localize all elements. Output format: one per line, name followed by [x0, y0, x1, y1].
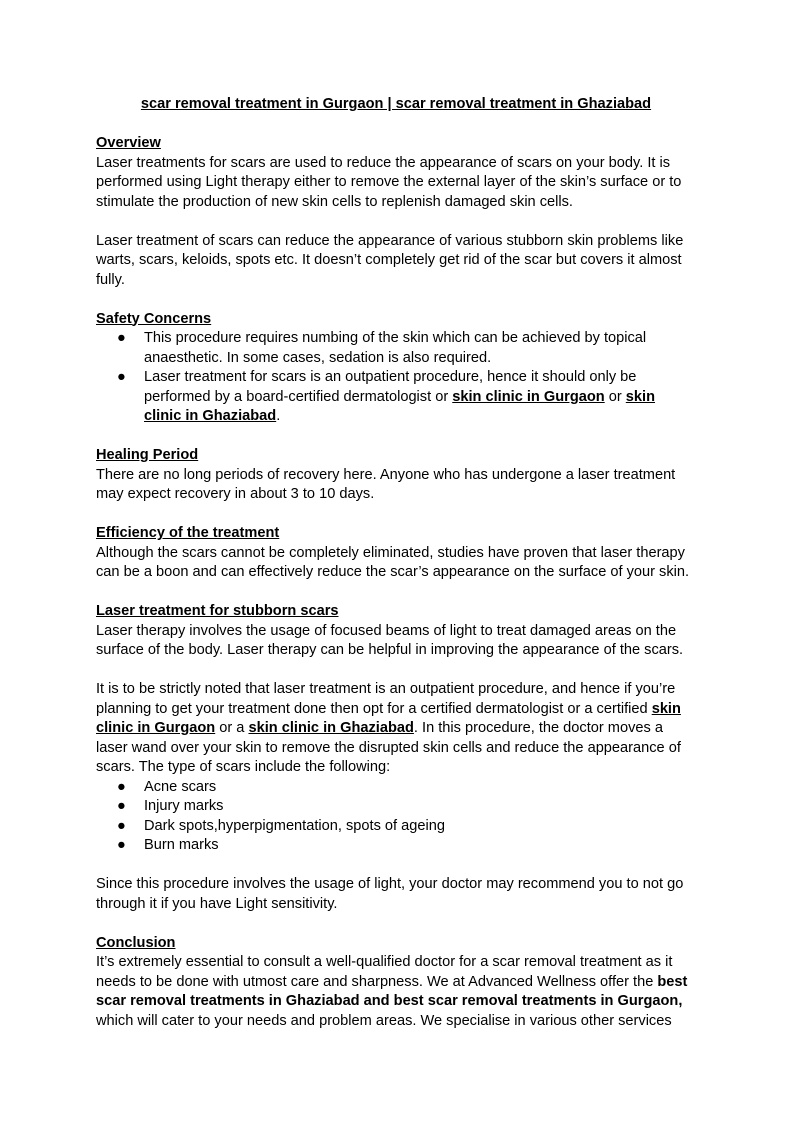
list-item — [96, 778, 696, 798]
safety-item-1-text: This procedure requires numbing of the skin which can be achieved by topical anaesthetic. In some cases, sedation is also required. — [144, 330, 647, 366]
stubborn-paragraph-1: Laser therapy involves the usage of focused beams of light to treat damaged areas on the surface of the body. Laser therapy can be helpful in improving the appearance of the scars. — [96, 622, 684, 658]
scar-type-label: Dark spots,hyperpigmentation, spots of ageing — [144, 817, 445, 834]
conclusion-heading: Conclusion — [96, 934, 176, 951]
conclusion-paragraph — [96, 953, 696, 1031]
conclusion-bold-text: best scar removal treatments in Ghaziabad and best scar removal treatments in Gurgaon, — [96, 973, 688, 1009]
scar-type-label: Burn marks — [144, 837, 219, 853]
document-title: scar removal treatment in Gurgaon | scar removal treatment in Ghaziabad — [140, 96, 652, 112]
document-page — [96, 95, 696, 1031]
scar-type-label: Injury marks — [144, 798, 224, 814]
bullet-icon: ● — [117, 330, 126, 346]
scar-types-list — [96, 778, 696, 856]
stubborn-paragraph-2 — [96, 680, 696, 778]
list-item — [96, 368, 696, 427]
bullet-icon: ● — [117, 798, 126, 814]
healing-paragraph: There are no long periods of recovery here. Anyone who has undergone a laser treatment may expect recovery in about 3 to 10 days. — [96, 466, 676, 502]
overview-paragraph-1: Laser treatments for scars are used to reduce the appearance of scars on your body. It is performed using Light therapy either to remove the external layer of the skin’s surface or to stimulate the production of new skin cells to replenish damaged skin cells. — [96, 154, 682, 210]
list-item — [96, 329, 696, 368]
efficiency-paragraph: Although the scars cannot be completely eliminated, studies have proven that laser therapy can be a boon and can effectively reduce the scar’s appearance on the surface of your skin. — [96, 544, 690, 580]
conclusion-text-end: which will cater to your needs and problem areas. We specialise in various other services — [96, 1012, 672, 1029]
list-item — [96, 817, 696, 837]
stubborn-p2-text: It is to be strictly noted that laser treatment is an outpatient procedure, and hence if you’re planning to get your treatment done then opt for a certified dermatologist or a certified — [96, 681, 676, 717]
efficiency-heading: Efficiency of the treatment — [96, 525, 280, 541]
list-item — [96, 836, 696, 856]
stubborn-p2-text-mid: or a — [215, 720, 249, 736]
scar-type-label: Acne scars — [144, 778, 217, 795]
skin-clinic-ghaziabad-link[interactable]: skin clinic in Ghaziabad — [144, 388, 655, 424]
skin-clinic-gurgaon-link[interactable]: skin clinic in Gurgaon — [96, 700, 681, 736]
overview-paragraph-2: Laser treatment of scars can reduce the appearance of various stubborn skin problems like warts, scars, keloids, spots etc. It doesn’t completely get rid of the scar but covers it almost fully. — [96, 232, 684, 288]
healing-heading: Healing Period — [96, 447, 199, 463]
safety-list — [96, 329, 696, 427]
bullet-icon: ● — [117, 837, 126, 853]
safety-item-2-text-end: . — [276, 408, 281, 424]
bullet-icon: ● — [117, 817, 126, 834]
bullet-icon: ● — [117, 778, 126, 795]
stubborn-paragraph-3: Since this procedure involves the usage of light, your doctor may recommend you to not go through it if you have Light sensitivity. — [96, 876, 684, 912]
overview-heading: Overview — [96, 135, 161, 151]
skin-clinic-ghaziabad-link[interactable]: skin clinic in Ghaziabad — [248, 720, 414, 736]
safety-item-2-text: Laser treatment for scars is an outpatient procedure, hence it should only be performed by a board-certified dermatologist or — [144, 369, 637, 405]
conclusion-text: It’s extremely essential to consult a well-qualified doctor for a scar removal treatment as it needs to be done with utmost care and sharpness. We at Advanced Wellness offer the — [96, 954, 673, 990]
skin-clinic-gurgaon-link[interactable]: skin clinic in Gurgaon — [452, 388, 605, 405]
stubborn-p2-text-end: . In this procedure, the doctor moves a laser wand over your skin to remove the disrupted skin cells and reduce the appearance of scars. The type of scars include the following: — [96, 720, 681, 775]
safety-heading: Safety Concerns — [96, 310, 212, 327]
stubborn-scars-heading: Laser treatment for stubborn scars — [96, 603, 339, 619]
bullet-icon: ● — [117, 369, 126, 385]
safety-item-2-text-mid: or — [604, 388, 626, 405]
list-item — [96, 797, 696, 817]
